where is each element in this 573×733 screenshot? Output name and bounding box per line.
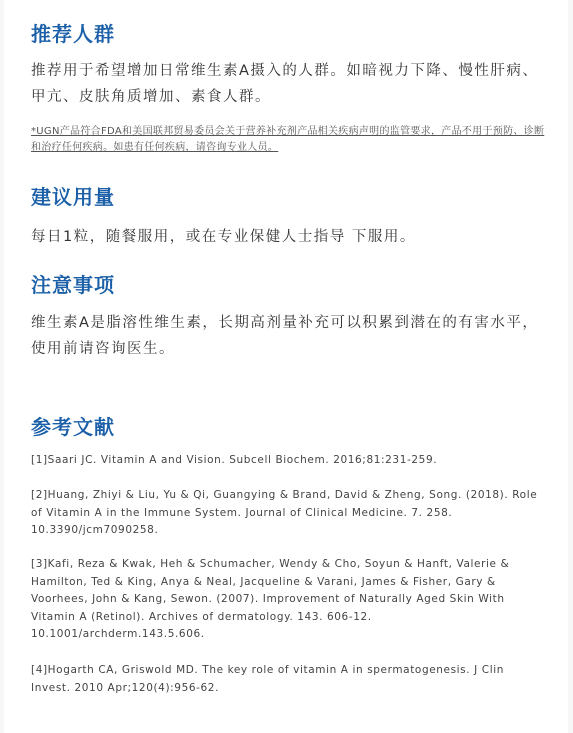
population-heading: 推荐人群: [31, 22, 115, 46]
reference-item-1: [1]Saari JC. Vitamin A and Vision. Subcell Biochem. 2016;81:231-259.: [31, 454, 438, 466]
reference-item-2: [2]Huang, Zhiyi & Liu, Yu & Qi, Guangying & Brand, David & Zheng, Song. (2018). Role of Vitamin A in the Immune System. Journal of Clinical Medicine. 7. 258. 10.3390/jcm7090258.: [31, 489, 538, 536]
references-heading: 参考文献: [31, 415, 115, 439]
disclaimer-note: *UGN产品符合FDA和美国联邦贸易委员会关于营养补充剂产品相关疾病声明的监管要求，产品不用于预防、诊断和治疗任何疾病。如患有任何疾病，请咨询专业人员。: [31, 126, 545, 153]
reference-item-3: [3]Kafi, Reza & Kwak, Heh & Schumacher, Wendy & Cho, Soyun & Hanft, Valerie & Hamilton, Ted & King, Anya & Neal, Jacqueline & Varani, James & Fisher, Gary & Voorhees, John & Kang, Sewon. (2007). Improvement of Naturally Aged Skin With Vitamin A (Retinol). Archives of dermatology. 143. 606-12. 10.1001/archderm.143.5.606.: [31, 558, 510, 640]
article-page: [4, 0, 568, 733]
dosage-text: 每日1粒，随餐服用，或在专业保健人士指导 下服用。: [31, 229, 416, 245]
cautions-text: 维生素A是脂溶性维生素，长期高剂量补充可以积累到潜在的有害水平，使用前请咨询医生。: [31, 315, 539, 357]
dosage-heading: 建议用量: [31, 185, 115, 209]
cautions-heading: 注意事项: [31, 273, 115, 297]
population-text: 推荐用于希望增加日常维生素A摄入的人群。如暗视力下降、慢性肝病、甲亢、皮肤角质增加、素食人群。: [31, 63, 539, 105]
reference-item-4: [4]Hogarth CA, Griswold MD. The key role of vitamin A in spermatogenesis. J Clin Invest. 2010 Apr;120(4):956-62.: [31, 664, 504, 694]
